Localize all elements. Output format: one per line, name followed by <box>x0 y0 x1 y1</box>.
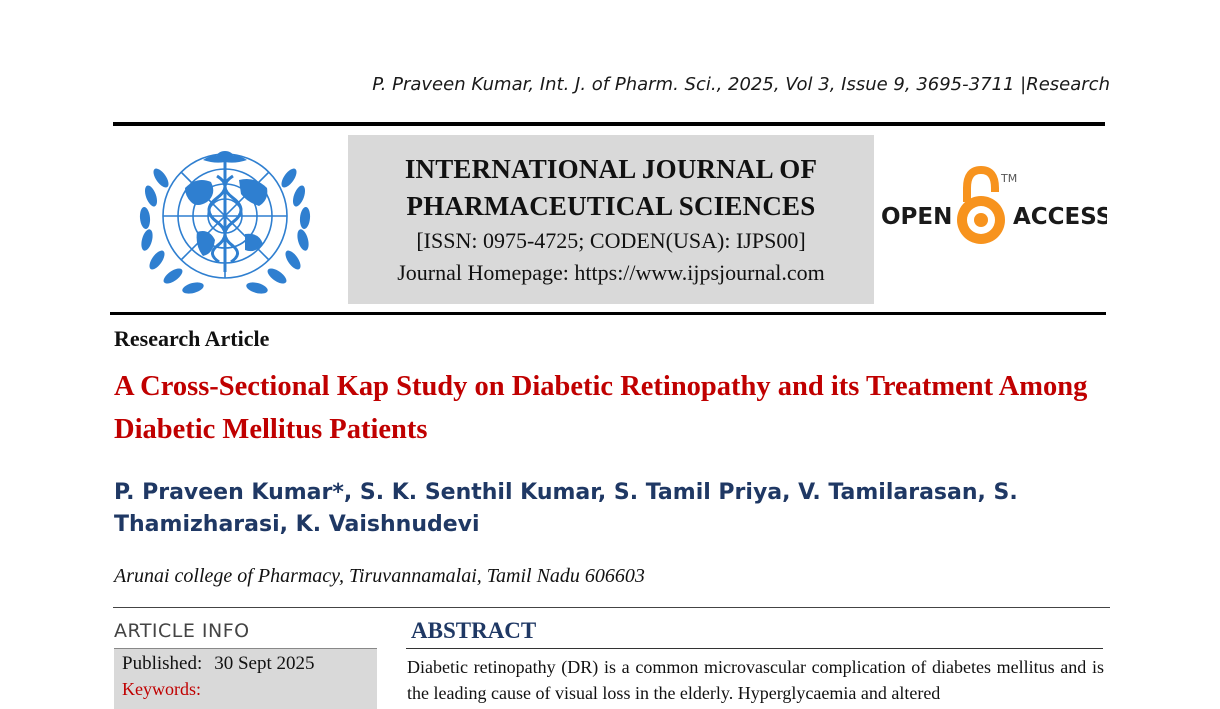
published-label: Published: <box>122 653 203 674</box>
abstract-divider <box>406 648 1103 649</box>
article-info-heading: ARTICLE INFO <box>114 620 250 642</box>
journal-homepage: Journal Homepage: https://www.ijpsjournal.com <box>397 260 825 285</box>
abstract-body: Diabetic retinopathy (DR) is a common microvascular complication of diabetes mellitus and is the leading cause of visual loss in the elderly. Hyperglycaemia and altered <box>407 657 1104 703</box>
article-info-box <box>114 648 377 709</box>
open-access-tm: TM <box>1001 172 1018 185</box>
article-title: A Cross-Sectional Kap Study on Diabetic Retinopathy and its Treatment Among Diabetic Mellitus Patients <box>114 371 1088 445</box>
open-access-right-text: ACCESS <box>1013 204 1107 230</box>
keywords-label: Keywords: <box>122 679 201 699</box>
caduceus-globe-laurel-icon <box>127 136 323 304</box>
running-head: P. Praveen Kumar, Int. J. of Pharm. Sci., 2025, Vol 3, Issue 9, 3695-3711 |Research <box>372 74 1110 95</box>
journal-emblem <box>127 136 323 309</box>
open-lock-icon <box>881 166 1107 252</box>
author-list: P. Praveen Kumar*, S. K. Senthil Kumar, S. Tamil Priya, V. Tamilarasan, S. Thamizharasi, K. Vaishnudevi <box>114 480 1018 537</box>
journal-title-line1: INTERNATIONAL JOURNAL OF <box>404 154 818 184</box>
journal-title-line2: PHARMACEUTICAL SCIENCES <box>406 191 816 221</box>
published-date: 30 Sept 2025 <box>214 653 315 674</box>
article-type-label: Research Article <box>114 326 270 351</box>
section-divider <box>113 607 1110 608</box>
open-access-logo <box>881 166 1107 257</box>
published-row <box>122 653 315 675</box>
journal-masthead <box>348 135 874 304</box>
journal-title <box>348 151 874 225</box>
header-rule-bottom <box>110 312 1106 315</box>
journal-issn: [ISSN: 0975-4725; CODEN(USA): IJPS00] <box>416 228 806 253</box>
open-access-left-text: OPEN <box>881 204 953 230</box>
abstract-heading: ABSTRACT <box>411 618 537 643</box>
author-affiliation: Arunai college of Pharmacy, Tiruvannamalai, Tamil Nadu 606603 <box>114 565 645 587</box>
header-rule-top <box>113 122 1105 126</box>
